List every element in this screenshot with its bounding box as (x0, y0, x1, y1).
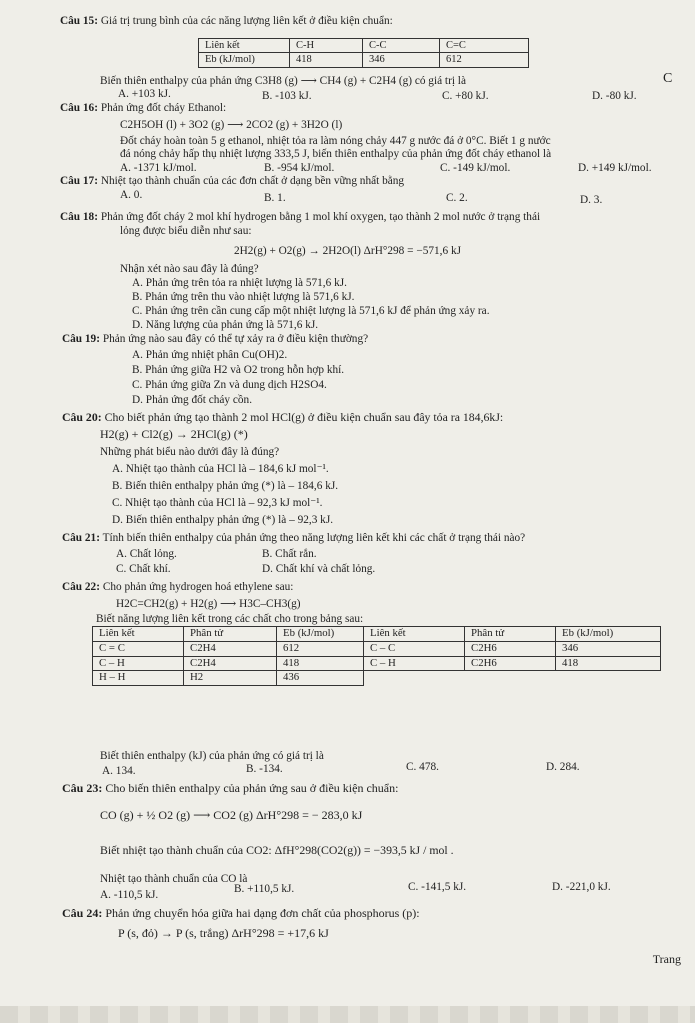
q18-option-b: B. Phản ứng trên thu vào nhiệt lượng là 571,6 kJ. (132, 291, 355, 303)
q22-cell: C – H (364, 656, 465, 671)
q15-label: Câu 15: (60, 15, 98, 27)
q17-stem: Nhiệt tạo thành chuẩn của các đơn chất ở dạng bền vững nhất bằng (100, 175, 405, 187)
q22-cell: Eb (kJ/mol) (277, 627, 364, 642)
question-15 (60, 14, 680, 28)
q22-cell: 436 (277, 671, 364, 686)
q23-label: Câu 23: (62, 781, 103, 795)
q22-cell: Eb (kJ/mol) (556, 627, 661, 642)
q17-option-b: B. 1. (264, 192, 286, 204)
q15-option-b: B. -103 kJ. (262, 90, 312, 102)
q15-cell: 612 (440, 53, 529, 67)
q21-stem: Tính biến thiên enthalpy của phản ứng theo năng lượng liên kết khi các chất ở trạng thái nào? (102, 532, 526, 544)
q24-label: Câu 24: (62, 906, 103, 920)
q17-option-d: D. 3. (580, 194, 603, 206)
q22-option-d: D. 284. (546, 761, 580, 773)
q15-option-a: A. +103 kJ. (118, 88, 171, 100)
q15-cell: Eb (kJ/mol) (199, 53, 290, 67)
q16-stem: Phản ứng đốt cháy Ethanol: (100, 102, 227, 114)
q22-cell: Phân tử (465, 627, 556, 642)
q22-cell (556, 671, 661, 686)
q19-label: Câu 19: (62, 333, 100, 345)
q18-option-a: A. Phản ứng trên tỏa ra nhiệt lượng là 571,6 kJ. (132, 277, 347, 289)
q23-option-b: B. +110,5 kJ. (234, 883, 295, 895)
q18-text-2: lỏng được biểu diễn như sau: (120, 225, 252, 237)
q17-label: Câu 17: (60, 175, 98, 187)
q15-cell: 418 (290, 53, 363, 67)
q24-stem: Phản ứng chuyển hóa giữa hai dạng đơn chất của phosphorus (p): (105, 906, 420, 920)
q22-cell: C – H (93, 656, 184, 671)
q16-text-2: đá nóng chảy hấp thụ nhiệt lượng 333,5 J, biến thiên enthalpy của phản ứng đốt cháy ethanol là (120, 148, 552, 160)
q19-option-b: B. Phản ứng giữa H2 và O2 trong hỗn hợp khí. (132, 364, 345, 376)
q22-cell: 612 (277, 641, 364, 656)
q20-question: Những phát biểu nào dưới đây là đúng? (100, 446, 280, 458)
q23-text-1: Biết nhiệt tạo thành chuẩn của CO2: ΔfH°298(CO2(g)) = −393,5 kJ / mol . (100, 843, 454, 857)
q23-equation: CO (g) + ½ O2 (g) ⟶ CO2 (g) ΔrH°298 = − 283,0 kJ (100, 808, 363, 822)
q21-label: Câu 21: (62, 532, 100, 544)
q15-cell: Liên kết (199, 39, 290, 53)
q16-option-a: A. -1371 kJ/mol. (120, 162, 197, 174)
q22-cell: 418 (556, 656, 661, 671)
q15-line2: Biến thiên enthalpy của phản ứng C3H8 (g) ⟶ CH4 (g) + C2H4 (g) có giá trị là (100, 75, 466, 87)
q24-equation: P (s, đỏ) → P (s, trắng) ΔrH°298 = +17,6 kJ (118, 926, 329, 940)
q21-option-a: A. Chất lỏng. (116, 548, 177, 560)
bottom-scan-strip (0, 1006, 695, 1023)
q22-option-a: A. 134. (102, 765, 136, 777)
q22-option-b: B. -134. (246, 763, 283, 775)
q20-option-a: A. Nhiệt tạo thành của HCl là – 184,6 kJ mol⁻¹. (112, 463, 329, 475)
q17-option-c: C. 2. (446, 192, 468, 204)
q15-cell: C=C (440, 39, 529, 53)
q18-equation: 2H2(g) + O2(g) → 2H2O(l) ΔrH°298 = −571,6 kJ (234, 245, 461, 257)
q22-equation: H2C=CH2(g) + H2(g) ⟶ H3C–CH3(g) (116, 598, 301, 610)
q23-text-2: Nhiệt tạo thành chuẩn của CO là (100, 873, 248, 885)
page-footer-label: Trang (652, 952, 681, 966)
q20-option-b: B. Biến thiên enthalpy phản ứng (*) là – 184,6 kJ. (112, 480, 339, 492)
q18-option-c: C. Phản ứng trên cần cung cấp một nhiệt lượng là 571,6 kJ để phản ứng xảy ra. (132, 305, 490, 317)
q18-question: Nhận xét nào sau đây là đúng? (120, 263, 259, 275)
q22-cell: C2H4 (184, 641, 277, 656)
q22-bond-table (92, 626, 661, 686)
q15-cell: 346 (363, 53, 440, 67)
q22-option-c: C. 478. (406, 761, 439, 773)
q22-label: Câu 22: (62, 581, 100, 593)
q23-stem: Cho biến thiên enthalpy của phản ứng sau ở điều kiện chuẩn: (105, 781, 399, 795)
q22-question: Biết thiên enthalpy (kJ) của phản ứng có giá trị là (100, 750, 324, 762)
q15-cell: C-H (290, 39, 363, 53)
stray-mark: C (663, 71, 673, 86)
q22-cell: C = C (93, 641, 184, 656)
q16-option-b: B. -954 kJ/mol. (264, 162, 335, 174)
q22-cell: C2H6 (465, 656, 556, 671)
q20-stem: Cho biết phản ứng tạo thành 2 mol HCl(g) ở điều kiện chuẩn sau đây tỏa ra 184,6kJ: (104, 410, 504, 424)
q19-option-a: A. Phản ứng nhiệt phân Cu(OH)2. (132, 349, 288, 361)
q22-cell: Liên kết (93, 627, 184, 642)
q17-option-a: A. 0. (120, 189, 143, 201)
q22-cell: 418 (277, 656, 364, 671)
q16-option-d: D. +149 kJ/mol. (578, 162, 652, 174)
q18-option-d: D. Năng lượng của phản ứng là 571,6 kJ. (132, 319, 319, 331)
q19-option-d: D. Phản ứng đốt cháy cồn. (132, 394, 253, 406)
q15-option-d: D. -80 kJ. (592, 90, 637, 102)
q21-option-d: D. Chất khí và chất lỏng. (262, 563, 376, 575)
q15-bond-table (198, 38, 529, 68)
q22-table-caption: Biết năng lượng liên kết trong các chất cho trong bảng sau: (96, 613, 364, 625)
q16-text-1: Đốt cháy hoàn toàn 5 g ethanol, nhiệt tỏa ra làm nóng chảy 447 g nước đá ở 0°C. Biết 1 g nước (120, 135, 551, 147)
q22-cell: H2 (184, 671, 277, 686)
q21-option-b: B. Chất rắn. (262, 548, 317, 560)
q21-option-c: C. Chất khí. (116, 563, 171, 575)
q23-option-c: C. -141,5 kJ. (408, 881, 467, 893)
q22-cell: C2H6 (465, 641, 556, 656)
q20-label: Câu 20: (62, 410, 102, 424)
q22-cell: H – H (93, 671, 184, 686)
q18-label: Câu 18: (60, 211, 98, 223)
q22-stem: Cho phản ứng hydrogen hoá ethylene sau: (102, 581, 294, 593)
q22-cell: 346 (556, 641, 661, 656)
q20-equation: H2(g) + Cl2(g) → 2HCl(g) (*) (100, 427, 248, 441)
q22-cell (465, 671, 556, 686)
q22-cell: C – C (364, 641, 465, 656)
q19-stem: Phản ứng nào sau đây có thể tự xảy ra ở điều kiện thường? (102, 333, 369, 345)
q16-equation: C2H5OH (l) + 3O2 (g) ⟶ 2CO2 (g) + 3H2O (l) (120, 119, 343, 131)
q16-label: Câu 16: (60, 102, 98, 114)
q15-cell: C-C (363, 39, 440, 53)
q16-option-c: C. -149 kJ/mol. (440, 162, 511, 174)
q22-cell (364, 671, 465, 686)
q23-option-d: D. -221,0 kJ. (552, 881, 611, 893)
q23-option-a: A. -110,5 kJ. (100, 889, 159, 901)
q20-option-d: D. Biến thiên enthalpy phản ứng (*) là – 92,3 kJ. (112, 514, 334, 526)
q19-option-c: C. Phản ứng giữa Zn và dung dịch H2SO4. (132, 379, 327, 391)
q22-cell: Phân tử (184, 627, 277, 642)
q20-option-c: C. Nhiệt tạo thành của HCl là – 92,3 kJ mol⁻¹. (112, 497, 323, 509)
q22-cell: Liên kết (364, 627, 465, 642)
q15-stem: Giá trị trung bình của các năng lượng liên kết ở điều kiện chuẩn: (100, 15, 393, 27)
q18-text-1: Phản ứng đốt cháy 2 mol khí hydrogen bằng 1 mol khí oxygen, tạo thành 2 mol nước ở trạng thái (100, 211, 541, 223)
q22-cell: C2H4 (184, 656, 277, 671)
q15-option-c: C. +80 kJ. (442, 90, 489, 102)
